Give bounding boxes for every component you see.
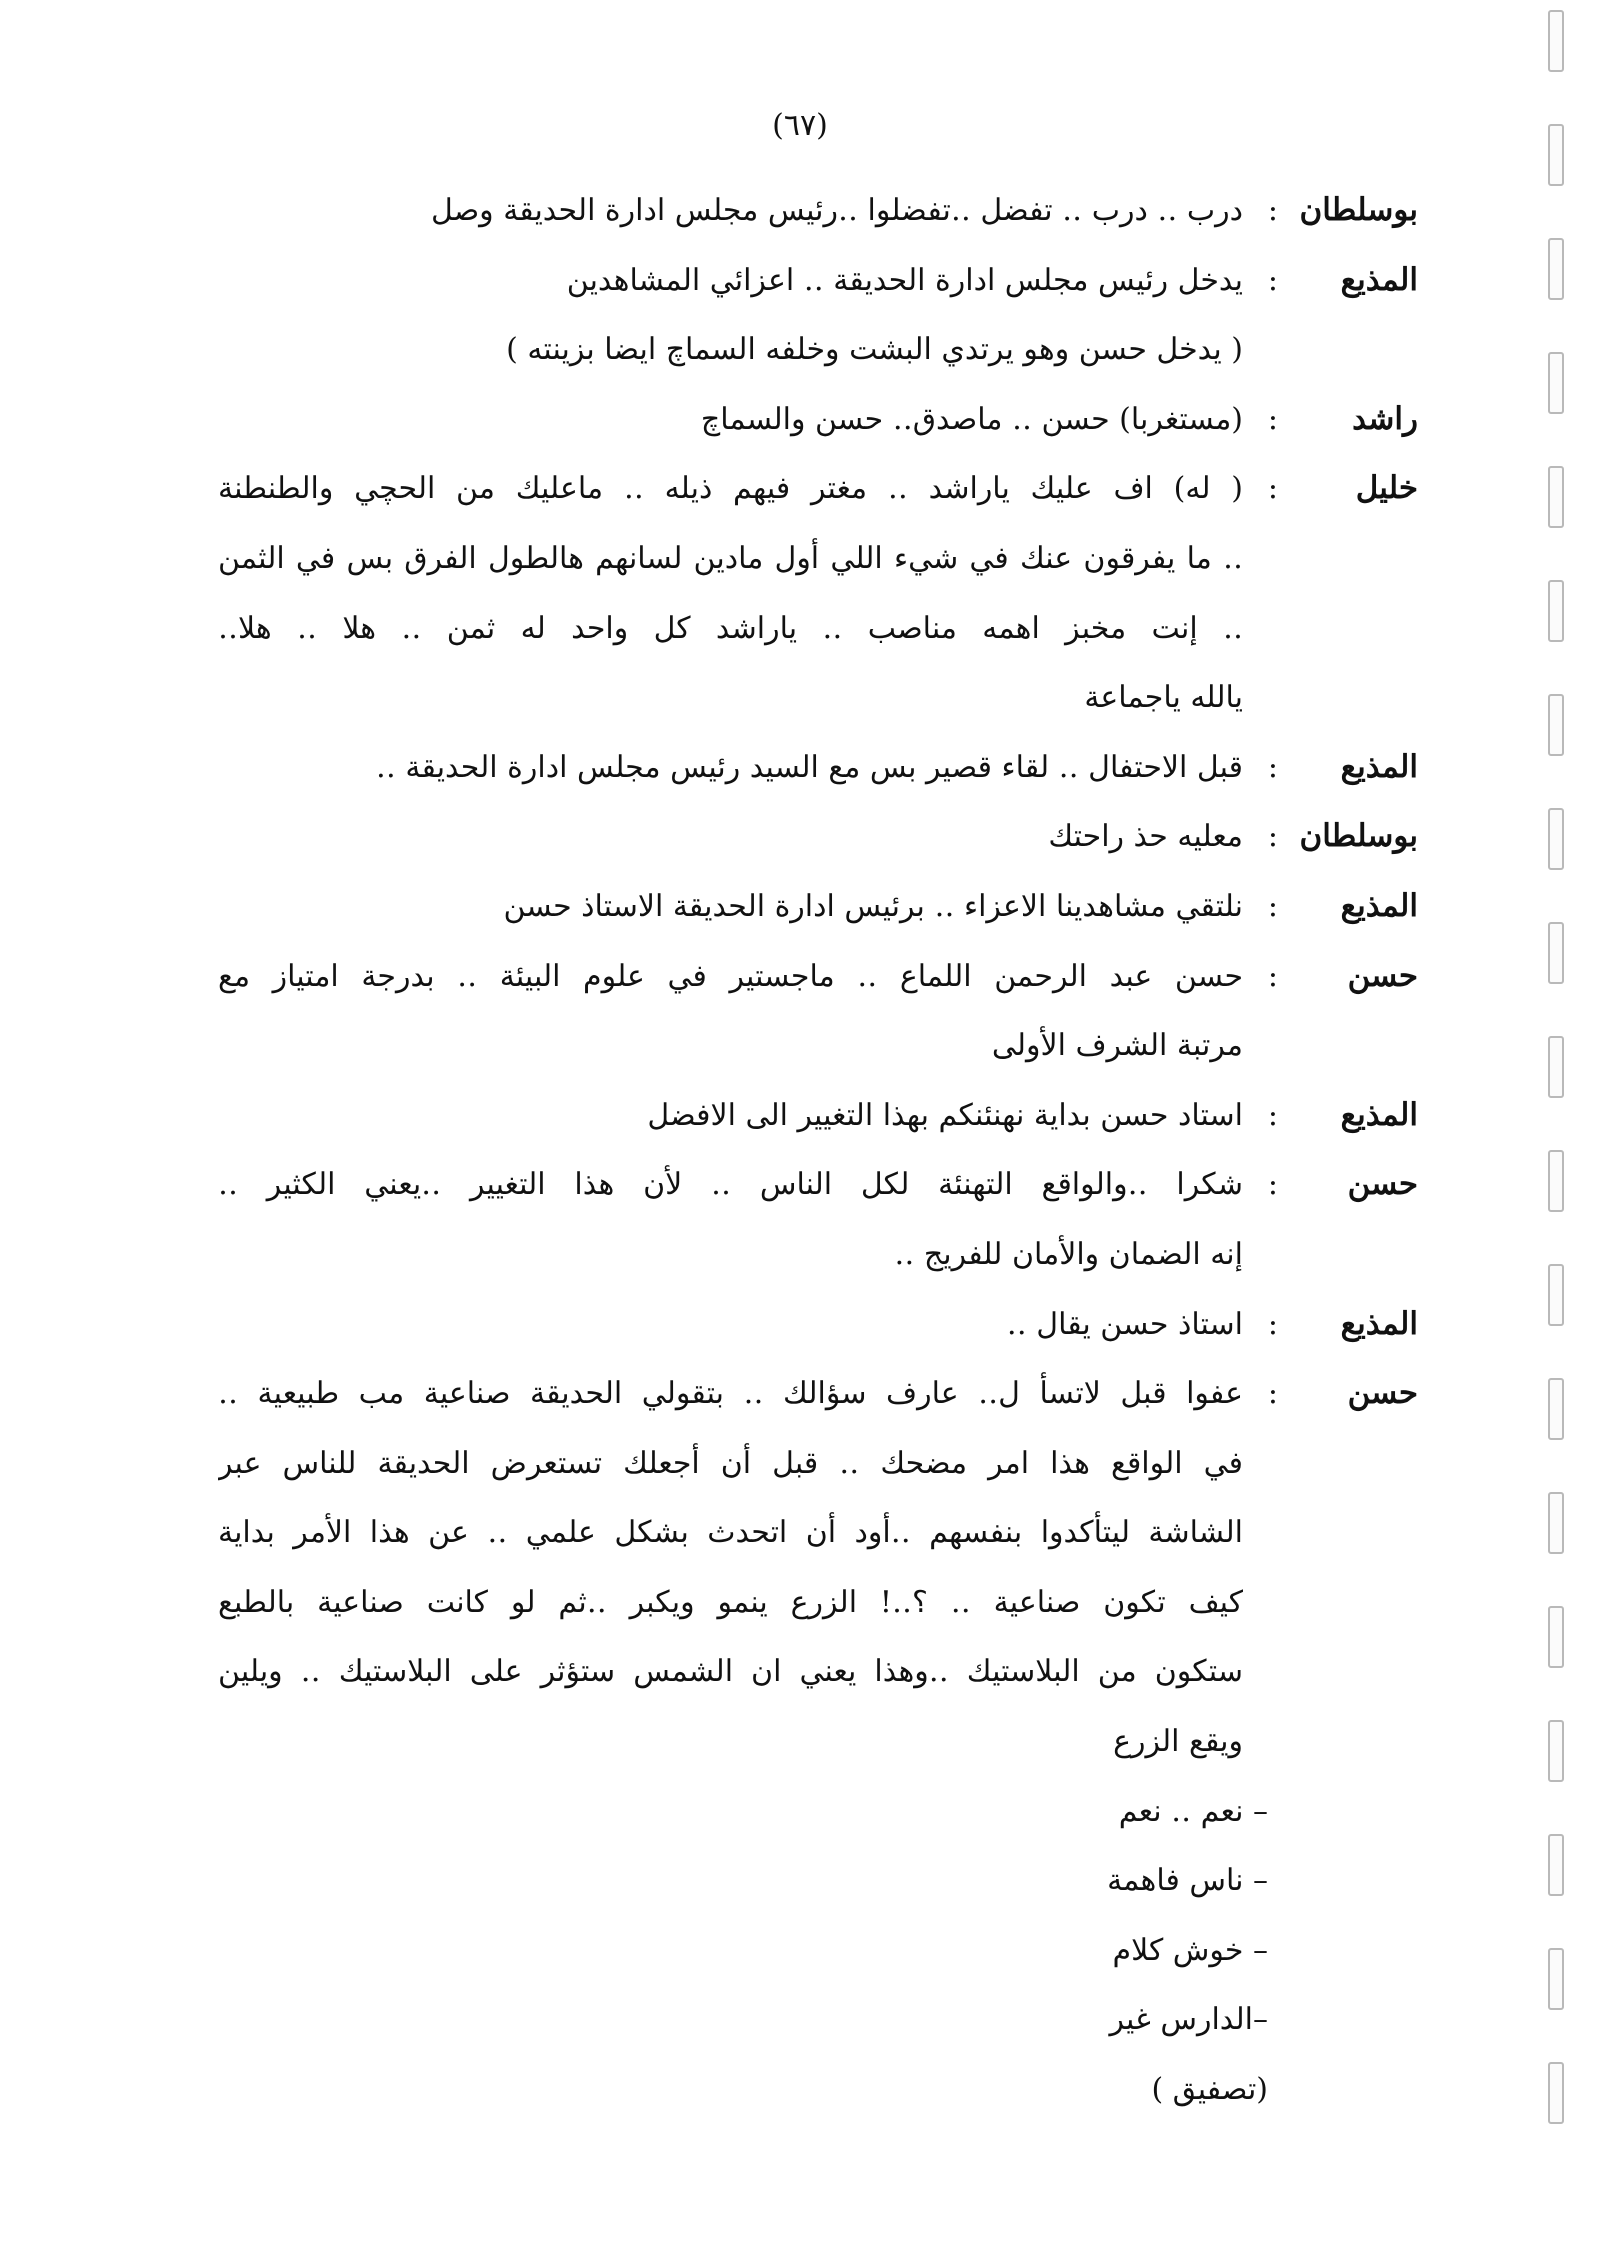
binding-ring [1548, 2062, 1564, 2124]
dialogue-text: ‥ إنت مخبز اهمه مناصب ‥ ياراشد كل واحد له ثمن ‥ هلا ‥ هلا‥ [218, 610, 1243, 646]
script-body [218, 176, 1418, 2125]
dialogue-line [218, 594, 1418, 664]
dialogue-line [218, 1637, 1418, 1707]
binding-ring [1548, 1264, 1564, 1326]
speaker-name: حسن [1347, 1166, 1418, 1203]
binding-ring [1548, 1036, 1564, 1098]
speaker-colon: : [1267, 819, 1278, 855]
speaker-name: خليل [1355, 470, 1418, 507]
dialogue-text: قبل الاحتفال ‥ لقاء قصير بس مع السيد رئيس مجلس ادارة الحديقة ‥ [375, 749, 1243, 785]
speaker-colon: : [1267, 262, 1278, 298]
dialogue-line [218, 1985, 1418, 2055]
dialogue-line [218, 1220, 1418, 1290]
speaker-name: المذيع [1340, 748, 1418, 785]
binding-ring [1548, 238, 1564, 300]
dialogue-text: – نعم ‥ نعم [1118, 1793, 1268, 1829]
binding-ring [1548, 1948, 1564, 2010]
dialogue-line [218, 1568, 1418, 1638]
binding-ring [1548, 808, 1564, 870]
dialogue-line [218, 1846, 1418, 1916]
speaker-name: حسن [1347, 1375, 1418, 1412]
binding-ring [1548, 1834, 1564, 1896]
binding-ring [1548, 1150, 1564, 1212]
dialogue-line [218, 663, 1418, 733]
dialogue-text: معليه حذ راحتك [1048, 819, 1243, 855]
dialogue-text: – خوش كلام [1112, 1932, 1268, 1968]
spiral-binding [1538, 0, 1578, 2262]
dialogue-line [218, 1081, 1418, 1151]
dialogue-text: –الدارس غير [1109, 2002, 1268, 2038]
dialogue-text: شكرا ‥والواقع التهنئة لكل الناس ‥ لأن هذا التغيير ‥يعني الكثير ‥ [218, 1167, 1243, 1203]
dialogue-line [218, 1429, 1418, 1499]
speaker-colon: : [1267, 1306, 1278, 1342]
dialogue-line [218, 1777, 1418, 1847]
dialogue-line [218, 802, 1418, 872]
binding-ring [1548, 922, 1564, 984]
speaker-colon: : [1267, 958, 1278, 994]
dialogue-text: ‥ ما يفرقون عنك في شيء اللي أول مادين لسانهم هالطول الفرق بس في الثمن [218, 540, 1243, 576]
binding-ring [1548, 352, 1564, 414]
speaker-name: المذيع [1340, 1305, 1418, 1342]
dialogue-line [218, 733, 1418, 803]
dialogue-text: يدخل رئيس مجلس ادارة الحديقة ‥ اعزائي المشاهدين [566, 262, 1243, 298]
binding-ring [1548, 1606, 1564, 1668]
speaker-colon: : [1267, 1376, 1278, 1412]
dialogue-line [218, 942, 1418, 1012]
dialogue-text: استاذ حسن يقال ‥ [1006, 1306, 1243, 1342]
binding-ring [1548, 1720, 1564, 1782]
dialogue-line [218, 176, 1418, 246]
binding-ring [1548, 124, 1564, 186]
binding-ring [1548, 1378, 1564, 1440]
speaker-colon: : [1267, 193, 1278, 228]
dialogue-text: في الواقع هذا امر مضحك ‥ قبل أن أجعلك تستعرض الحديقة للناس عبر [218, 1445, 1243, 1481]
binding-ring [1548, 466, 1564, 528]
dialogue-line [218, 1916, 1418, 1986]
binding-ring [1548, 580, 1564, 642]
speaker-name: المذيع [1340, 261, 1418, 298]
dialogue-line [218, 385, 1418, 455]
binding-ring [1548, 1492, 1564, 1554]
speaker-name: المذيع [1340, 887, 1418, 924]
speaker-colon: : [1267, 749, 1278, 785]
page-number: (٦٧) [772, 108, 828, 143]
dialogue-text: – ناس فاهمة [1107, 1863, 1268, 1899]
dialogue-text: مرتبة الشرف الأولى [991, 1028, 1243, 1064]
speaker-colon: : [1267, 471, 1278, 507]
dialogue-text: ( له) اف عليك ياراشد ‥ مغتر فيهم ذيله ‥ ماعليك من الحچي والطنطنة [218, 471, 1243, 507]
speaker-name: بوسلطان [1299, 192, 1418, 228]
speaker-colon: : [1267, 1097, 1278, 1133]
dialogue-line [218, 315, 1418, 385]
binding-ring [1548, 10, 1564, 72]
dialogue-line [218, 872, 1418, 942]
speaker-name: بوسلطان [1299, 818, 1418, 855]
speaker-name: حسن [1347, 957, 1418, 994]
dialogue-line [218, 1498, 1418, 1568]
dialogue-line [218, 1707, 1418, 1777]
dialogue-text: يالله ياجماعة [1084, 680, 1243, 716]
dialogue-line [218, 246, 1418, 316]
dialogue-text: عفوا قبل لاتسأ ل‥ عارف سؤالك ‥ بتقولي الحديقة صناعية مب طبيعية ‥ [218, 1376, 1243, 1412]
dialogue-line [218, 524, 1418, 594]
dialogue-line [218, 2055, 1418, 2125]
dialogue-line [218, 454, 1418, 524]
dialogue-text: استاد حسن بداية نهنئنكم بهذا التغيير الى الافضل [647, 1097, 1243, 1133]
dialogue-text: حسن عبد الرحمن اللماع ‥ ماجستير في علوم البيئة ‥ بدرجة امتياز مع [218, 958, 1243, 994]
dialogue-text: نلتقي مشاهدينا الاعزاء ‥ برئيس ادارة الحديقة الاستاذ حسن [503, 888, 1243, 924]
binding-ring [1548, 694, 1564, 756]
dialogue-line [218, 1359, 1418, 1429]
dialogue-text: كيف تكون صناعية ‥ ؟‥! الزرع ينمو ويكبر ‥ثم لو كانت صناعية بالطبع [218, 1584, 1243, 1620]
dialogue-line [218, 1290, 1418, 1360]
dialogue-text: ويقع الزرع [1113, 1724, 1243, 1760]
speaker-colon: : [1267, 1167, 1278, 1203]
dialogue-line [218, 1011, 1418, 1081]
dialogue-line [218, 1150, 1418, 1220]
speaker-name: راشد [1352, 400, 1418, 437]
dialogue-text: ( يدخل حسن وهو يرتدي البشت وخلفه السماچ ايضا بزينته ) [506, 332, 1243, 368]
dialogue-text: إنه الضمان والأمان للفريج ‥ [894, 1236, 1243, 1272]
speaker-colon: : [1267, 401, 1278, 437]
dialogue-text: الشاشة ليتأكدوا بنفسهم ‥أود أن اتحدث بشكل علمي ‥ عن هذا الأمر بداية [218, 1515, 1243, 1551]
speaker-colon: : [1267, 888, 1278, 924]
dialogue-text: درب ‥ درب ‥ تفضل ‥تفضلوا ‥رئيس مجلس ادارة الحديقة وصل [430, 193, 1243, 228]
dialogue-text: (مستغربا) حسن ‥ ماصدق‥ حسن والسماچ [700, 401, 1243, 437]
speaker-name: المذيع [1340, 1096, 1418, 1133]
dialogue-text: ستكون من البلاستيك ‥وهذا يعني ان الشمس ستؤثر على البلاستيك ‥ ويلين [218, 1654, 1243, 1690]
dialogue-text: (تصفيق ) [1151, 2072, 1268, 2108]
